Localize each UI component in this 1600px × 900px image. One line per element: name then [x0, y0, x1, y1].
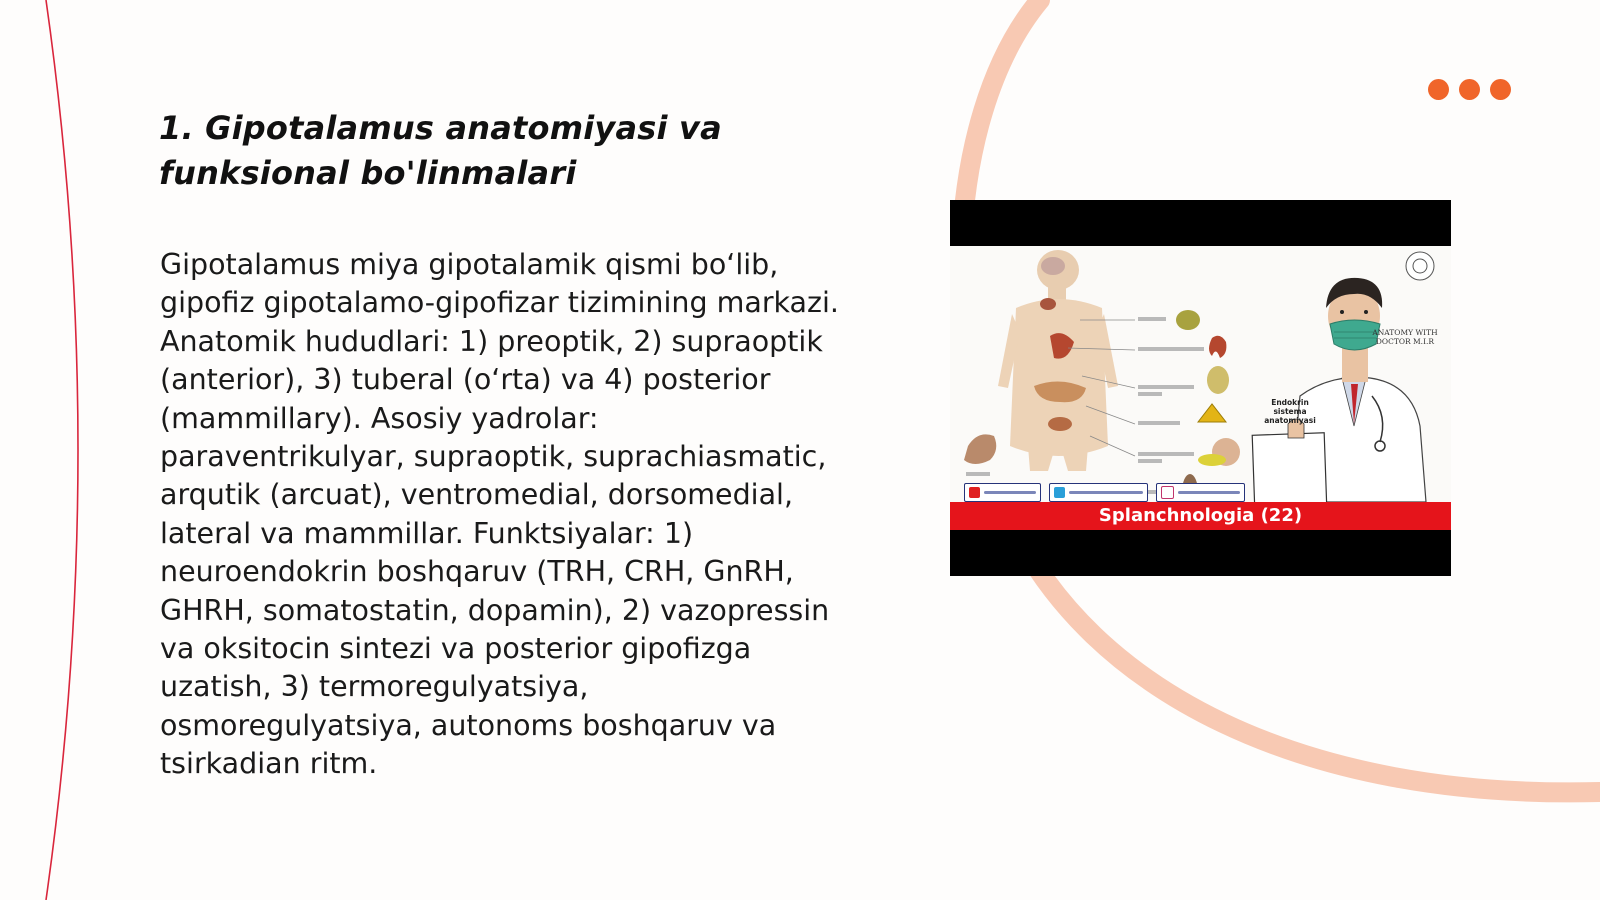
- telegram-icon: [1054, 487, 1065, 498]
- video-thumbnail[interactable]: [950, 200, 1451, 576]
- link-text-placeholder: [1178, 491, 1240, 494]
- board-label: Endokrin sistema anatomiyasi: [1264, 398, 1316, 425]
- dot: [1459, 79, 1480, 100]
- youtube-icon: [969, 487, 980, 498]
- more-dots-icon: [1428, 79, 1511, 100]
- video-frame: [950, 246, 1451, 502]
- link-text-placeholder: [1069, 491, 1143, 494]
- anatomy-illustration: [950, 246, 1451, 502]
- video-caption: Splanchnologia (22): [950, 502, 1451, 530]
- social-links: [964, 483, 1245, 502]
- body-silhouette: [998, 250, 1118, 471]
- youtube-link[interactable]: [964, 483, 1041, 502]
- instagram-link[interactable]: [1156, 483, 1245, 502]
- dot: [1490, 79, 1511, 100]
- link-text-placeholder: [984, 491, 1036, 494]
- telegram-link[interactable]: [1049, 483, 1148, 502]
- instagram-icon: [1161, 486, 1174, 499]
- dot: [1428, 79, 1449, 100]
- slide-title: 1. Gipotalamus anatomiyasi va funksional bo'linmalari: [159, 109, 722, 192]
- channel-label: ANATOMY WITH DOCTOR M.I.R: [1372, 328, 1438, 346]
- slide-body-text: Gipotalamus miya gipotalamik qismi bo‘lib, gipofiz gipotalamo-gipofizar tizimining markazi. Anatomik hududlari: 1) preoptik, 2) supraoptik (anterior), 3) tuberal (o‘rta) va 4) posterior (mammillary). Asosiy yadrolar: paraventrikulyar, supraoptik, suprachiasmatic, arqutik (arcuat), ventromedial, dorsomedial, lateral va mammillar. Funktsiyalar: 1) neuroendokrin boshqaruv (TRH, CRH, GnRH, GHRH, somatostatin, dopamin), 2) vazopressin va oksitocin sintezi va posterior gipofizga uzatish, 3) termoregulyatsiya, osmoregulyatsiya, autonoms boshqaruv va tsirkadian ritm.: [160, 248, 839, 781]
- left-edge-curve: [46, 0, 78, 900]
